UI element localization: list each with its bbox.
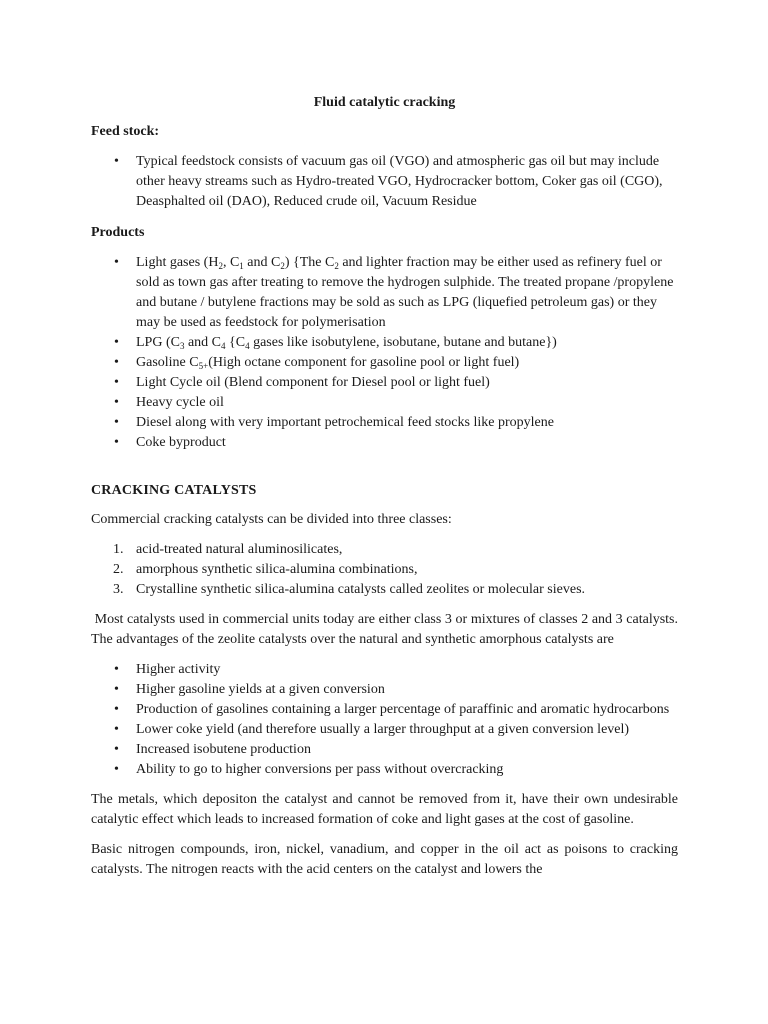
list-item: • Light Cycle oil (Blend component for Diesel pool or light fuel) [91,373,678,393]
list-item: • Typical feedstock consists of vacuum gas oil (VGO) and atmospheric gas oil but may include other heavy streams such as Hydro-treated VGO, Hydrocracker bottom, Coker gas oil (CGO), Deasphalted oil (DAO), Reduced crude oil, Vacuum Residue [91,152,678,212]
list-item: • Higher gasoline yields at a given conversion [91,680,678,700]
list-item: 1. acid-treated natural aluminosilicates, [113,542,343,557]
list-item: • Diesel along with very important petrochemical feed stocks like propylene [91,413,678,433]
list-item: 2. amorphous synthetic silica-alumina combinations, [113,562,418,577]
paragraph-zeolite-advantages: Most catalysts used in commercial units today are either class 3 or mixtures of classes 2 and 3 catalysts. The advantages of the zeolite catalysts over the natural and synthetic amorphous catalysts are [91,612,678,647]
list-item: 3. Crystalline synthetic silica-alumina catalysts called zeolites or molecular sieves. [113,582,586,597]
list-item-gasoline: • Gasoline $C_{5+}(High$ octane component for gasoline pool or light fuel) [91,353,678,373]
catalysts-intro: Commercial cracking catalysts can be divided into three classes: [91,512,452,527]
products-list [91,253,678,453]
list-item: • Production of gasolines containing a larger percentage of paraffinic and aromatic hydrocarbons [91,700,678,720]
paragraph-metals: The metals, which depositon the catalyst and cannot be removed from it, have their own undesirable catalytic effect which leads to increased formation of coke and light gases at the cost of gasoline. [91,792,678,827]
list-item: • Increased isobutene production [91,740,678,760]
paragraph-poisons: Basic nitrogen compounds, iron, nickel, vanadium, and copper in the oil act as poisons to cracking catalysts. The nitrogen reacts with the acid centers on the catalyst and lowers the [91,842,678,877]
products-heading: Products [91,225,145,240]
list-item: • Ability to go to higher conversions per pass without overcracking [91,760,678,780]
feedstock-list [91,152,678,212]
list-item: • Coke byproduct [91,433,678,453]
advantages-list [91,660,678,780]
document-body [91,93,678,880]
list-item: • Higher activity [91,660,678,680]
list-item: • Heavy cycle oil [91,393,678,413]
list-item-lpg: • LPG ($C_3$ and $C_4$ {$C_4$ gases like isobutylene, isobutane, butane and butane}) [91,333,678,353]
list-item: • Lower coke yield (and therefore usually a larger throughput at a given conversion level) [91,720,678,740]
document-title: Fluid catalytic cracking [313,95,456,110]
catalyst-classes-list [91,540,678,600]
cracking-catalysts-heading: CRACKING CATALYSTS [91,483,257,498]
feedstock-heading: Feed stock: [91,124,160,139]
list-item-light-gases: • Light gases ($H_2$, $C_1$ and $C_2$) {The $C_2$ and lighter fraction may be either used as refinery fuel or sold as town gas after treating to remove the hydrogen sulphide. The treated propane /propylene and butane / butylene fractions may be sold as such as LPG (liquefied petroleum gas) or they may be used as feedstock for polymerisation [91,253,678,333]
